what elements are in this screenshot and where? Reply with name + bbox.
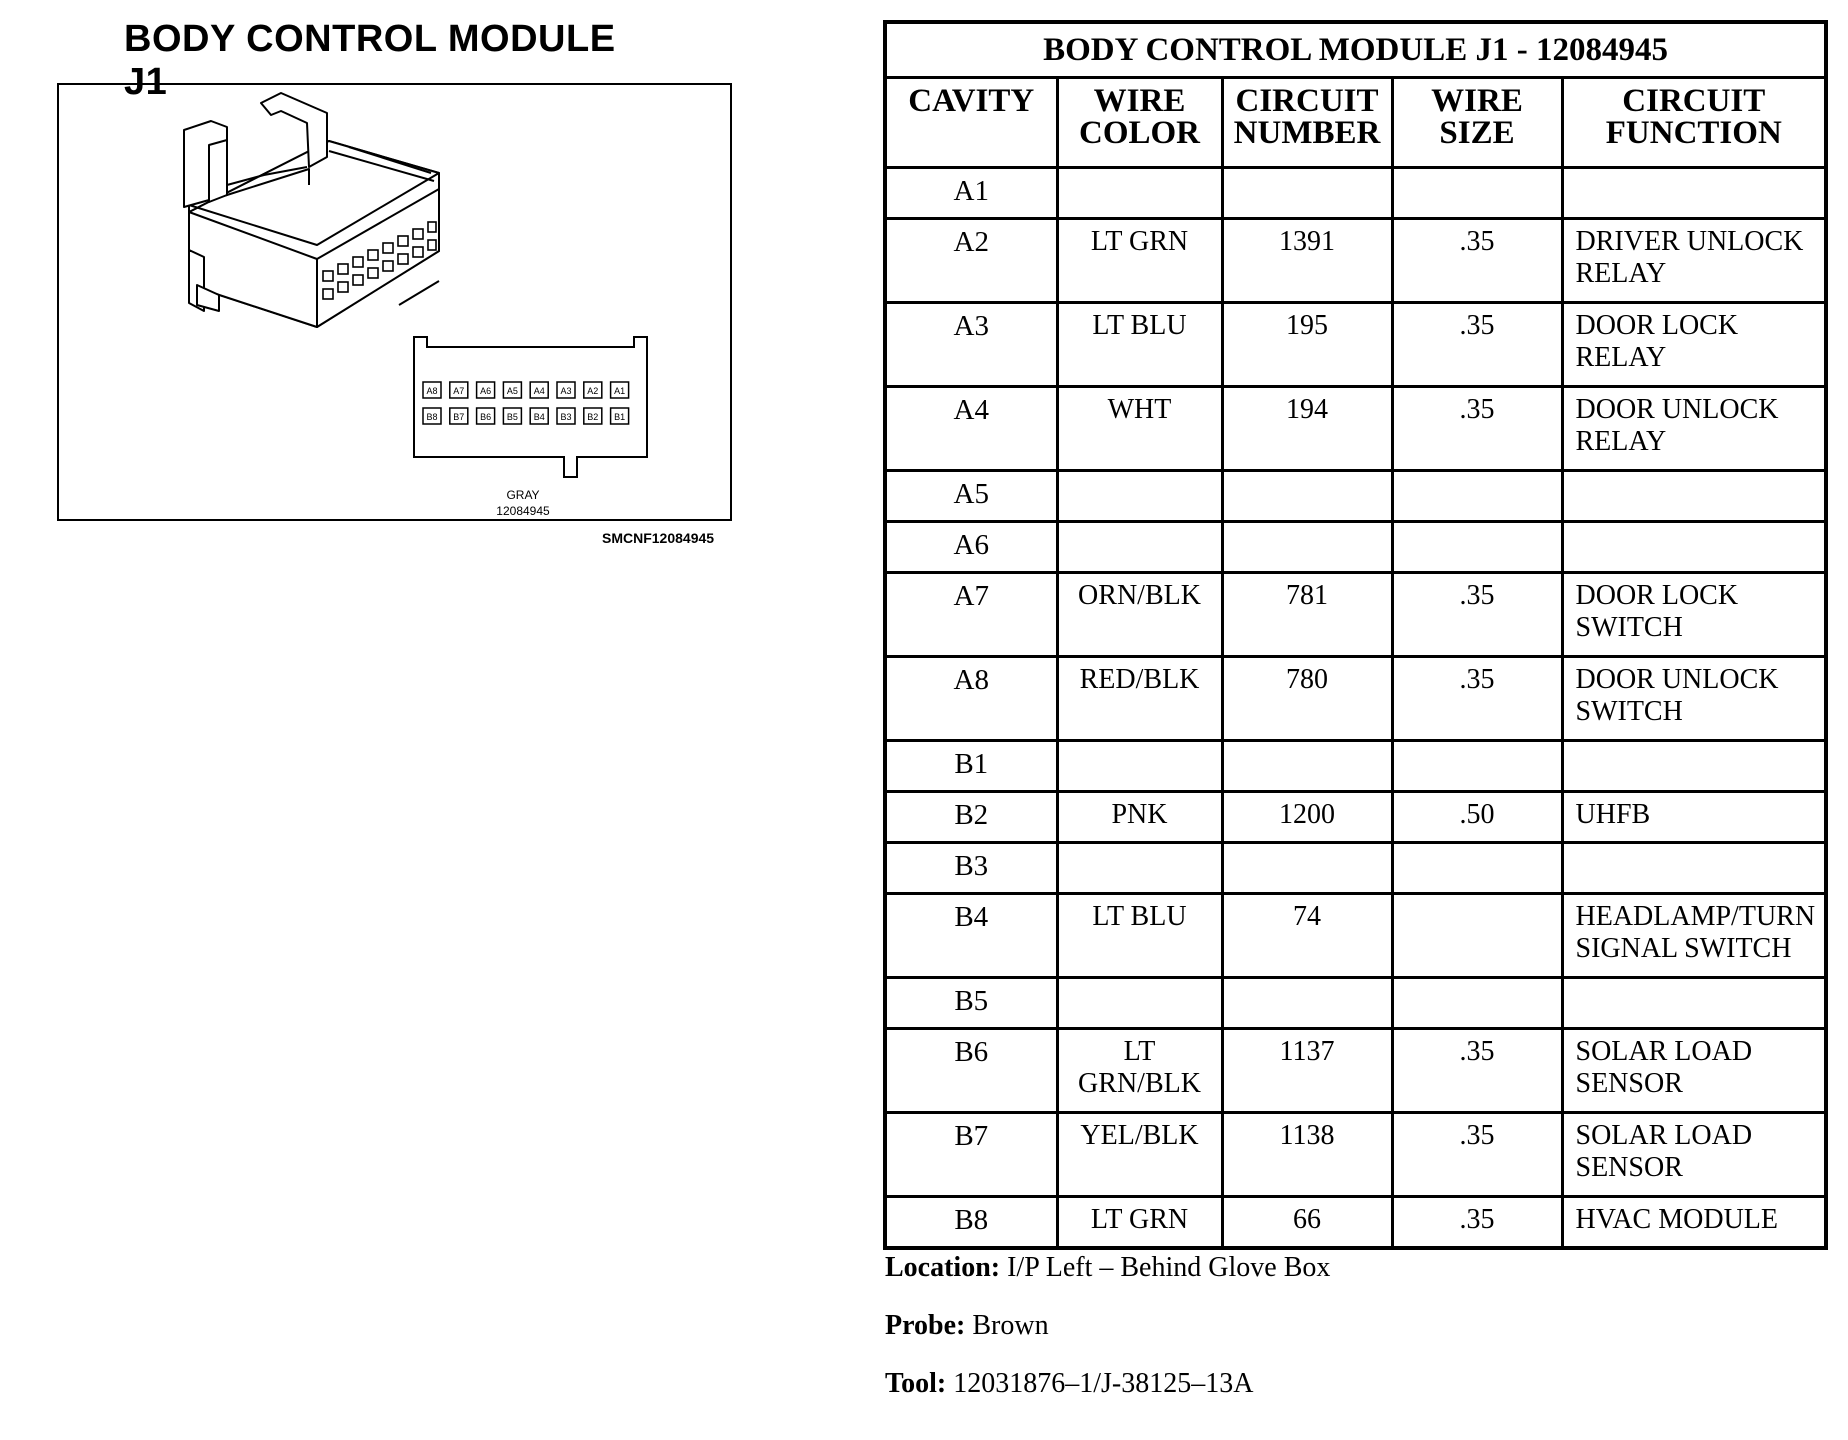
table-title: BODY CONTROL MODULE J1 - 12084945 (885, 22, 1826, 78)
table-row (885, 303, 1826, 387)
table-row (885, 792, 1826, 843)
circuit-function-cell: DOOR UNLOCK RELAY (1562, 387, 1826, 471)
connector-part-number: 12084945 (496, 504, 550, 518)
cavity-cell: A2 (885, 219, 1057, 303)
connector-face-outline (414, 337, 647, 477)
header-cavity: CAVITY (885, 78, 1057, 168)
circuit-function-cell: DOOR LOCK RELAY (1562, 303, 1826, 387)
wire-color-cell: WHT (1057, 387, 1222, 471)
header-circuit-function: CIRCUIT FUNCTION (1562, 78, 1826, 168)
wire-size-cell: .35 (1392, 1113, 1562, 1197)
circuit-function-cell (1562, 741, 1826, 792)
cavity-label: A2 (587, 386, 599, 396)
circuit-number-cell: 1200 (1222, 792, 1392, 843)
cavity-cell: B8 (885, 1197, 1057, 1249)
cavity-cell: A7 (885, 573, 1057, 657)
wire-size-cell (1392, 168, 1562, 219)
table-row (885, 1197, 1826, 1249)
cavity-label: B3 (560, 412, 572, 422)
location-value: I/P Left – Behind Glove Box (1007, 1252, 1331, 1283)
table-row (885, 1113, 1826, 1197)
cavity-cell: A6 (885, 522, 1057, 573)
probe-note (885, 1310, 1049, 1342)
circuit-function-cell (1562, 843, 1826, 894)
table-row (885, 387, 1826, 471)
circuit-function-cell: HEADLAMP/TURN SIGNAL SWITCH (1562, 894, 1826, 978)
table-row (885, 522, 1826, 573)
table-row (885, 894, 1826, 978)
wire-size-cell: .50 (1392, 792, 1562, 843)
pinout-table (883, 20, 1828, 1250)
wire-size-cell (1392, 978, 1562, 1029)
circuit-number-cell: 1391 (1222, 219, 1392, 303)
table-row (885, 741, 1826, 792)
location-note (885, 1252, 1330, 1284)
header-wire-size: WIRE SIZE (1392, 78, 1562, 168)
wire-size-cell: .35 (1392, 387, 1562, 471)
header-wire-color: WIRE COLOR (1057, 78, 1222, 168)
circuit-number-cell: 781 (1222, 573, 1392, 657)
cavity-label: B1 (614, 412, 626, 422)
table-row (885, 573, 1826, 657)
cavity-cell: A5 (885, 471, 1057, 522)
circuit-number-cell: 66 (1222, 1197, 1392, 1249)
cavity-label: B5 (506, 412, 518, 422)
cavity-cell: A3 (885, 303, 1057, 387)
probe-value: Brown (972, 1310, 1049, 1341)
cavity-cell: B6 (885, 1029, 1057, 1113)
circuit-function-cell: UHFB (1562, 792, 1826, 843)
circuit-number-cell (1222, 522, 1392, 573)
circuit-number-cell (1222, 168, 1392, 219)
table-row (885, 168, 1826, 219)
cavity-label: A6 (480, 386, 492, 396)
circuit-function-cell: SOLAR LOAD SENSOR (1562, 1029, 1826, 1113)
wire-color-cell: LT BLU (1057, 303, 1222, 387)
wire-size-cell: .35 (1392, 219, 1562, 303)
circuit-number-cell (1222, 978, 1392, 1029)
cavity-label: A1 (614, 386, 626, 396)
wire-color-cell: LT BLU (1057, 894, 1222, 978)
tool-value: 12031876–1/J-38125–13A (953, 1368, 1254, 1399)
wire-size-cell (1392, 843, 1562, 894)
table-row (885, 657, 1826, 741)
wire-size-cell (1392, 522, 1562, 573)
wire-size-cell (1392, 741, 1562, 792)
circuit-number-cell: 1137 (1222, 1029, 1392, 1113)
table-row (885, 843, 1826, 894)
cavity-cell: A1 (885, 168, 1057, 219)
table-row (885, 978, 1826, 1029)
tool-label: Tool: (885, 1368, 947, 1399)
tool-note (885, 1368, 1253, 1400)
wire-color-cell: ORN/BLK (1057, 573, 1222, 657)
wire-color-cell: RED/BLK (1057, 657, 1222, 741)
wire-color-cell (1057, 522, 1222, 573)
wire-size-cell: .35 (1392, 303, 1562, 387)
cavity-label: A7 (453, 386, 465, 396)
cavity-label: B4 (533, 412, 545, 422)
cavity-cell: B4 (885, 894, 1057, 978)
cavity-cell: B2 (885, 792, 1057, 843)
cavity-label: B8 (426, 412, 438, 422)
connector-diagram (57, 83, 732, 521)
header-circuit-number: CIRCUIT NUMBER (1222, 78, 1392, 168)
wire-color-cell: LT GRN (1057, 1197, 1222, 1249)
cavity-cell: B1 (885, 741, 1057, 792)
probe-label: Probe: (885, 1310, 966, 1341)
cavity-label: A5 (506, 386, 518, 396)
wire-color-cell (1057, 168, 1222, 219)
cavity-label: A8 (426, 386, 438, 396)
cavity-cell: B7 (885, 1113, 1057, 1197)
connector-body-3d (184, 93, 439, 327)
cavity-label: B7 (453, 412, 465, 422)
circuit-function-cell: DOOR LOCK SWITCH (1562, 573, 1826, 657)
circuit-number-cell (1222, 843, 1392, 894)
table-row (885, 471, 1826, 522)
cavity-cell: A4 (885, 387, 1057, 471)
wire-color-cell (1057, 741, 1222, 792)
cavity-cell: B3 (885, 843, 1057, 894)
cavity-label: A3 (560, 386, 572, 396)
table-row (885, 1029, 1826, 1113)
circuit-function-cell: DRIVER UNLOCK RELAY (1562, 219, 1826, 303)
circuit-function-cell (1562, 522, 1826, 573)
circuit-number-cell: 780 (1222, 657, 1392, 741)
cavity-label: A4 (533, 386, 545, 396)
connector-color-label: GRAY (506, 488, 540, 502)
circuit-number-cell (1222, 741, 1392, 792)
wire-size-cell: .35 (1392, 573, 1562, 657)
circuit-function-cell: DOOR UNLOCK SWITCH (1562, 657, 1826, 741)
wire-color-cell: LT GRN (1057, 219, 1222, 303)
circuit-function-cell: HVAC MODULE (1562, 1197, 1826, 1249)
circuit-number-cell: 195 (1222, 303, 1392, 387)
wire-size-cell (1392, 471, 1562, 522)
wire-color-cell: LT GRN/BLK (1057, 1029, 1222, 1113)
wire-size-cell: .35 (1392, 657, 1562, 741)
circuit-number-cell: 194 (1222, 387, 1392, 471)
circuit-function-cell (1562, 168, 1826, 219)
location-label: Location: (885, 1252, 1001, 1283)
wire-size-cell (1392, 894, 1562, 978)
connector-drawing (59, 85, 734, 523)
diagram-title: BODY CONTROL MODULE J1 (124, 18, 616, 103)
circuit-number-cell: 74 (1222, 894, 1392, 978)
wire-color-cell (1057, 471, 1222, 522)
circuit-function-cell (1562, 978, 1826, 1029)
wire-color-cell: YEL/BLK (1057, 1113, 1222, 1197)
cavity-label: B2 (587, 412, 599, 422)
cavity-label: B6 (480, 412, 492, 422)
cavity-cell: B5 (885, 978, 1057, 1029)
wire-size-cell: .35 (1392, 1197, 1562, 1249)
cavity-cell: A8 (885, 657, 1057, 741)
circuit-function-cell (1562, 471, 1826, 522)
table-row (885, 219, 1826, 303)
wire-color-cell: PNK (1057, 792, 1222, 843)
figure-code: SMCNF12084945 (602, 530, 715, 546)
circuit-number-cell (1222, 471, 1392, 522)
wire-color-cell (1057, 978, 1222, 1029)
circuit-number-cell: 1138 (1222, 1113, 1392, 1197)
circuit-function-cell: SOLAR LOAD SENSOR (1562, 1113, 1826, 1197)
wire-size-cell: .35 (1392, 1029, 1562, 1113)
wire-color-cell (1057, 843, 1222, 894)
